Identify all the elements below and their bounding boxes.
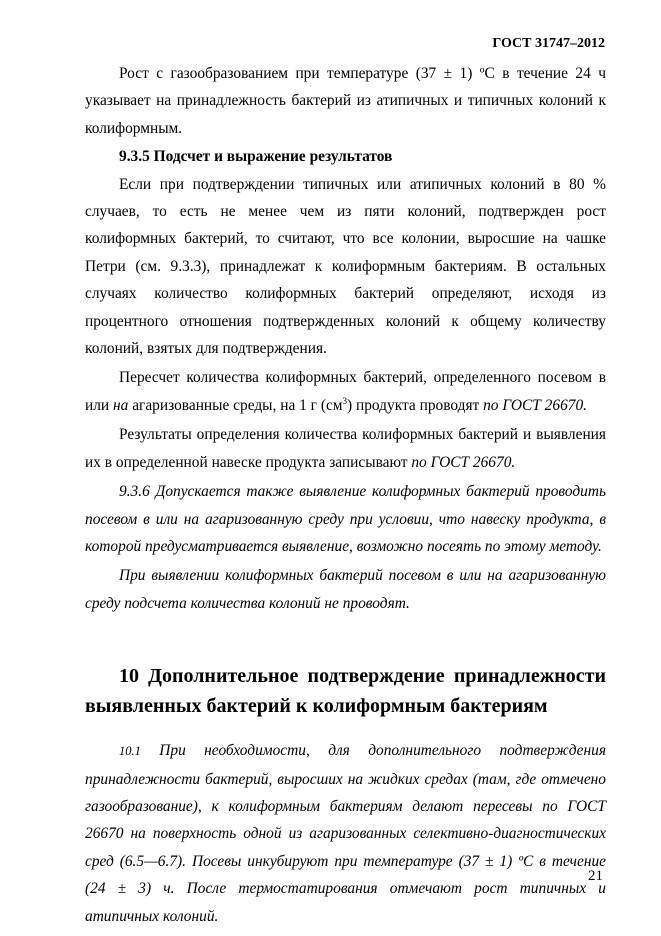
paragraph-no-count: При выявлении колиформных бактерий посевом в или на агаризованную среду подсчета количества колоний не проводят. <box>85 567 606 612</box>
paragraph-results: Результаты определения количества колиформных бактерий и выявления их в определенной навеске продукта записывают по ГОСТ 26670. <box>85 426 606 471</box>
paragraph-gas-formation: Рост с газообразованием при температуре (37 ± 1) ºС в течение 24 ч указывает на принадлежность бактерий из атипичных и типичных колоний к колиформным. <box>85 65 606 137</box>
section-10-heading: 10 Дополнительное подтверждение принадлежности выявленных бактерий к колиформным бактериям <box>85 665 606 718</box>
document-body <box>85 60 606 930</box>
paragraph-9-3-6: 9.3.6 Допускается также выявление колиформных бактерий проводить посевом в или на агаризованную среду при условии, что навеску продукта, в которой предусматривается выявление, возможно посеять по этому методу. <box>85 483 606 555</box>
document-header: ГОСТ 31747–2012 <box>492 36 605 51</box>
paragraph-recalculation: Пересчет количества колиформных бактерий, определенного посевом в или на агаризованные среды, на 1 г $(см^3)$ продукта проводят по ГОСТ 26670. <box>85 369 606 414</box>
paragraph-confirmation: Если при подтверждении типичных или атипичных колоний в 80 % случаев, то есть не менее чем из пяти колоний, подтвержден рост колиформных бактерий, то считают, что все колонии, выросшие на чашке Петри (см. 9.3.3), принадлежат к колиформным бактериям. В остальных случаях количество колиформных бактерий определяют, исходя из процентного отношения подтвержденных колоний к общему количеству колоний, взятых для подтверждения. <box>85 175 606 358</box>
paragraph-10-1: 10.1 При необходимости, для дополнительного подтверждения принадлежности бактерий, выросших на жидких средах (там, где отмечено газообразование), к колиформным бактериям делают пересевы по ГОСТ 26670 на поверхность одной из агаризованных селективно-диагностических сред (6.5—6.7). Посевы инкубируют при температуре (37 ± 1) ºС в течение (24 ± 3) ч. После термостатирования отмечают рост типичных и атипичных колоний. <box>85 742 606 925</box>
section-9-3-5-heading: 9.3.5 Подсчет и выражение результатов <box>119 148 393 166</box>
page-number: 21 <box>588 868 603 884</box>
